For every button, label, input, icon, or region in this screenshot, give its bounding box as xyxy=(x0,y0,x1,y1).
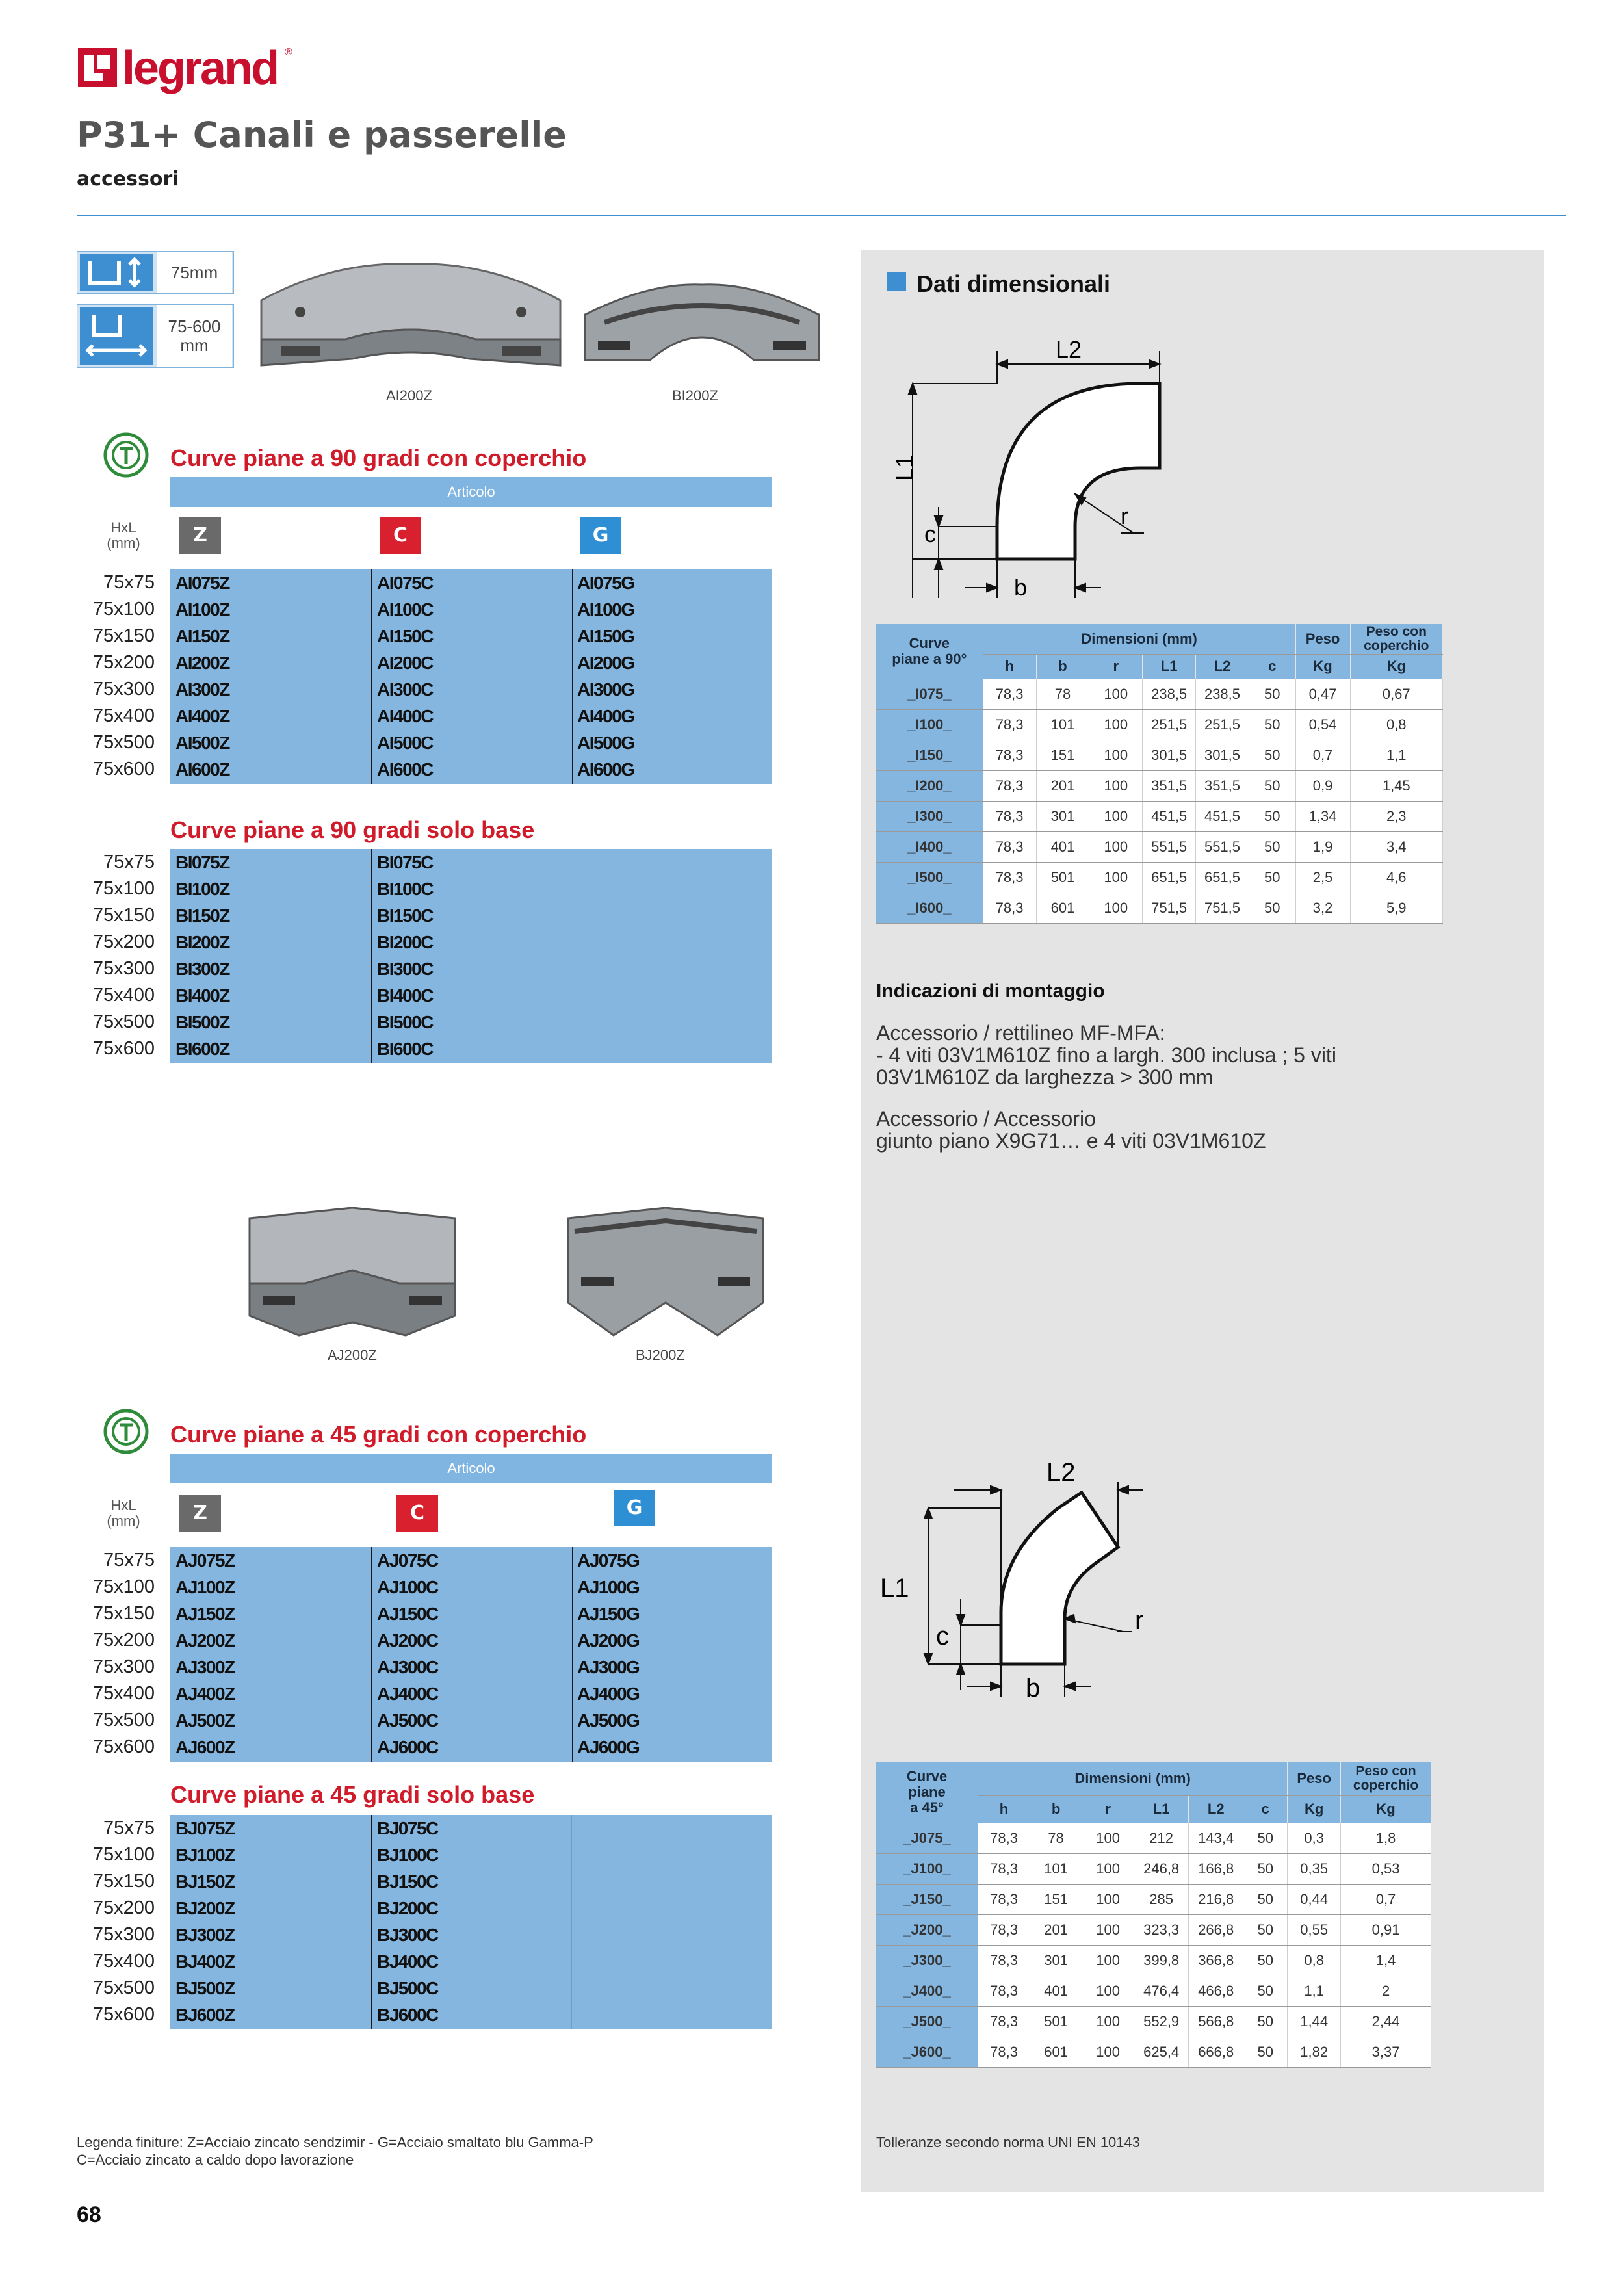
finish-z-icon: Z xyxy=(179,517,221,554)
label-b: b xyxy=(1026,1674,1041,1702)
code-table-90-coperchio: 75x75 AI075Z AI075C AI075G 75x100 AI100Z AI100C AI100G 75x150 AI150Z AI150C AI150G 75x200 AI200Z AI200C AI200G 75x300 AI300Z AI300C AI300G 75x400 AI400Z AI400C AI400G 75x500 AI500Z AI500C AI500G 75x600 AI600Z AI600C AI600G xyxy=(0,569,773,784)
label-b: b xyxy=(1014,574,1028,601)
col-curve: Curve piane a 45° xyxy=(876,1762,978,1823)
table-row: _I150_ 78,3 151 100 301,5 301,5 50 0,7 1,1 xyxy=(876,740,1443,770)
hxl-label: HxL (mm) xyxy=(107,519,140,552)
label-L1: L1 xyxy=(891,454,918,481)
code-table-45-coperchio: 75x75 AJ075Z AJ075C AJ075G 75x100 AJ100Z AJ100C AJ100G 75x150 AJ150Z AJ150C AJ150G 75x200 AJ200Z AJ200C AJ200G 75x300 AJ300Z AJ300C AJ300G 75x400 AJ400Z AJ400C AJ400G 75x500 AJ500Z AJ500C AJ500G 75x600 AJ600Z AJ600C AJ600G xyxy=(0,1547,773,1762)
diagram-curve-90 xyxy=(887,338,1173,611)
product-image-aj200z xyxy=(237,1205,468,1342)
table-row: _I400_ 78,3 401 100 551,5 551,5 50 1,9 3,4 xyxy=(876,831,1443,862)
section-title-45-coperchio: Curve piane a 45 gradi con coperchio xyxy=(170,1421,587,1448)
code-table-90-base: 75x75 BI075Z BI075C 75x100 BI100Z BI100C 75x150 BI150Z BI150C 75x200 BI200Z BI200C 75x300 BI300Z BI300C 75x400 BI400Z BI400C 75x500 BI500Z BI500C 75x600 BI600Z BI600C xyxy=(0,849,773,1063)
hxl-label: HxL (mm) xyxy=(107,1497,140,1530)
diagram-curve-45 xyxy=(876,1456,1188,1716)
table-row: _J200_ 78,3 201 100 323,3 266,8 50 0,55 0,91 xyxy=(876,1914,1431,1945)
finish-g-icon: G xyxy=(614,1490,655,1526)
table-row: _I200_ 78,3 201 100 351,5 351,5 50 0,9 1,45 xyxy=(876,770,1443,801)
table-row: _J150_ 78,3 151 100 285 216,8 50 0,44 0,7 xyxy=(876,1884,1431,1914)
section-title-90-coperchio: Curve piane a 90 gradi con coperchio xyxy=(170,445,587,471)
tolleranze-note: Tolleranze secondo norma UNI EN 10143 xyxy=(876,2134,1141,2150)
page-title: P31+ Canali e passerelle xyxy=(77,114,567,155)
dimensions-table-45: Curve piane a 45° Dimensioni (mm) Peso Peso con coperchio h b r L1 L2 c Kg Kg _J075_ 78,3 78 100 212 143,4 50 0,3 1,8 _J100_ 78,3 101 100 246,8 166,8 50 0,35 0,53 _J150_ 78,3 151 100 285 216,8 50 0,44 0,7 _J200_ 78,3 201 100 323,3 266,8 50 0,55 0,91 _J300_ 78,3 301 100 399,8 366,8 50 0,8 1,4 _J400_ 78,3 401 100 476,4 466,8 50 1,1 2 _J500_ 78,3 501 100 552,9 566,8 50 1,44 2,44 _J600_ 78,3 601 100 625,4 666,8 50 1,82 3,37 xyxy=(876,1762,1431,2068)
width-value: 75-600 mm xyxy=(157,305,232,367)
caption-bi200z: BI200Z xyxy=(672,387,718,404)
section-marker-icon xyxy=(887,272,906,291)
table-row: _I600_ 78,3 601 100 751,5 751,5 50 3,2 5,9 xyxy=(876,893,1443,923)
col-peso: Peso xyxy=(1288,1762,1341,1795)
label-c: c xyxy=(936,1622,949,1650)
label-L1: L1 xyxy=(880,1574,909,1602)
finish-c-icon: C xyxy=(396,1495,438,1532)
label-c: c xyxy=(924,521,936,547)
table-row: _J600_ 78,3 601 100 625,4 666,8 50 1,82 3,37 xyxy=(876,2037,1431,2067)
product-image-ai200z xyxy=(255,261,567,382)
caption-aj200z: AJ200Z xyxy=(328,1347,377,1363)
finish-c-icon: C xyxy=(380,517,421,554)
col-curve: Curve piane a 90° xyxy=(876,624,983,679)
montaggio-title: Indicazioni di montaggio xyxy=(876,980,1105,1002)
certification-icon xyxy=(103,1408,149,1455)
height-value: 75mm xyxy=(157,252,232,293)
montaggio-text-1: Accessorio / rettilineo MF-MFA: - 4 viti 03V1M610Z fino a largh. 300 inclusa ; 5 viti 03V1M610Z da larghezza > 300 mm xyxy=(876,1021,1336,1089)
table-row: _J100_ 78,3 101 100 246,8 166,8 50 0,35 0,53 xyxy=(876,1853,1431,1884)
montaggio-text-2: Accessorio / Accessorio giunto piano X9G71… e 4 viti 03V1M610Z xyxy=(876,1107,1266,1153)
legrand-logo xyxy=(77,42,311,99)
width-icon xyxy=(80,307,153,365)
table-row: _I300_ 78,3 301 100 451,5 451,5 50 1,34 2,3 xyxy=(876,801,1443,831)
table-row: _I100_ 78,3 101 100 251,5 251,5 50 0,54 0,8 xyxy=(876,709,1443,740)
finish-legend: Legenda finiture: Z=Acciaio zincato sendzimir - G=Acciaio smaltato blu Gamma-P C=Acciaio zincato a caldo dopo lavorazione xyxy=(77,2134,593,2168)
brand-name: legrand xyxy=(122,42,278,94)
table-row: _J500_ 78,3 501 100 552,9 566,8 50 1,44 2,44 xyxy=(876,2006,1431,2037)
label-r: r xyxy=(1121,502,1128,529)
finish-g-icon: G xyxy=(580,517,621,554)
label-r: r xyxy=(1135,1606,1144,1635)
width-badge xyxy=(77,304,234,368)
section-title-90-base: Curve piane a 90 gradi solo base xyxy=(170,816,535,843)
col-peso: Peso xyxy=(1295,624,1350,654)
legrand-mark-icon xyxy=(77,47,118,88)
label-L2: L2 xyxy=(1046,1458,1076,1487)
dati-dimensionali-title: Dati dimensionali xyxy=(916,270,1111,297)
page-subtitle: accessori xyxy=(77,168,179,190)
table-row: _J400_ 78,3 401 100 476,4 466,8 50 1,1 2 xyxy=(876,1976,1431,2006)
section-title-45-base: Curve piane a 45 gradi solo base xyxy=(170,1781,535,1808)
code-table-45-base: 75x75 BJ075Z BJ075C 75x100 BJ100Z BJ100C 75x150 BJ150Z BJ150C 75x200 BJ200Z BJ200C 75x300 BJ300Z BJ300C 75x400 BJ400Z BJ400C 75x500 BJ500Z BJ500C 75x600 BJ600Z BJ600C xyxy=(0,1815,773,2029)
header-divider xyxy=(77,215,1566,216)
table-row: _I075_ 78,3 78 100 238,5 238,5 50 0,47 0,67 xyxy=(876,679,1443,709)
page-number: 68 xyxy=(77,2202,101,2227)
caption-ai200z: AI200Z xyxy=(386,387,432,404)
articolo-header: Articolo xyxy=(170,477,772,507)
col-peso-coperchio: Peso con coperchio xyxy=(1350,624,1443,654)
height-icon xyxy=(80,254,153,291)
dimensions-table-90: Curve piane a 90° Dimensioni (mm) Peso Peso con coperchio h b r L1 L2 c Kg Kg _I075_ 78,3 78 100 238,5 238,5 50 0,47 0,67 _I100_ 78,3 101 100 251,5 251,5 50 0,54 0,8 _I150_ 78,3 151 100 301,5 301,5 50 0,7 1,1 _I200_ 78,3 201 100 351,5 351,5 50 0,9 1,45 _I300_ 78,3 301 100 451,5 451,5 50 1,34 2,3 _I400_ 78,3 401 100 551,5 551,5 50 1,9 3,4 _I500_ 78,3 501 100 651,5 651,5 50 2,5 4,6 _I600_ 78,3 601 100 751,5 751,5 50 3,2 5,9 xyxy=(876,624,1443,924)
finish-z-icon: Z xyxy=(179,1495,221,1532)
caption-bj200z: BJ200Z xyxy=(636,1347,685,1363)
table-row: _J300_ 78,3 301 100 399,8 366,8 50 0,8 1,4 xyxy=(876,1945,1431,1976)
label-L2: L2 xyxy=(1056,338,1082,363)
product-image-bi200z xyxy=(578,276,825,380)
articolo-header: Articolo xyxy=(170,1454,772,1483)
product-image-bj200z xyxy=(555,1205,776,1342)
col-peso-coperchio: Peso con coperchio xyxy=(1341,1762,1431,1795)
table-row: _J075_ 78,3 78 100 212 143,4 50 0,3 1,8 xyxy=(876,1823,1431,1853)
col-dimensioni: Dimensioni (mm) xyxy=(978,1762,1288,1795)
height-badge xyxy=(77,251,234,294)
table-row: _I500_ 78,3 501 100 651,5 651,5 50 2,5 4,6 xyxy=(876,862,1443,893)
certification-icon xyxy=(103,432,149,478)
registered-mark: ® xyxy=(285,47,292,58)
col-dimensioni: Dimensioni (mm) xyxy=(983,624,1295,654)
